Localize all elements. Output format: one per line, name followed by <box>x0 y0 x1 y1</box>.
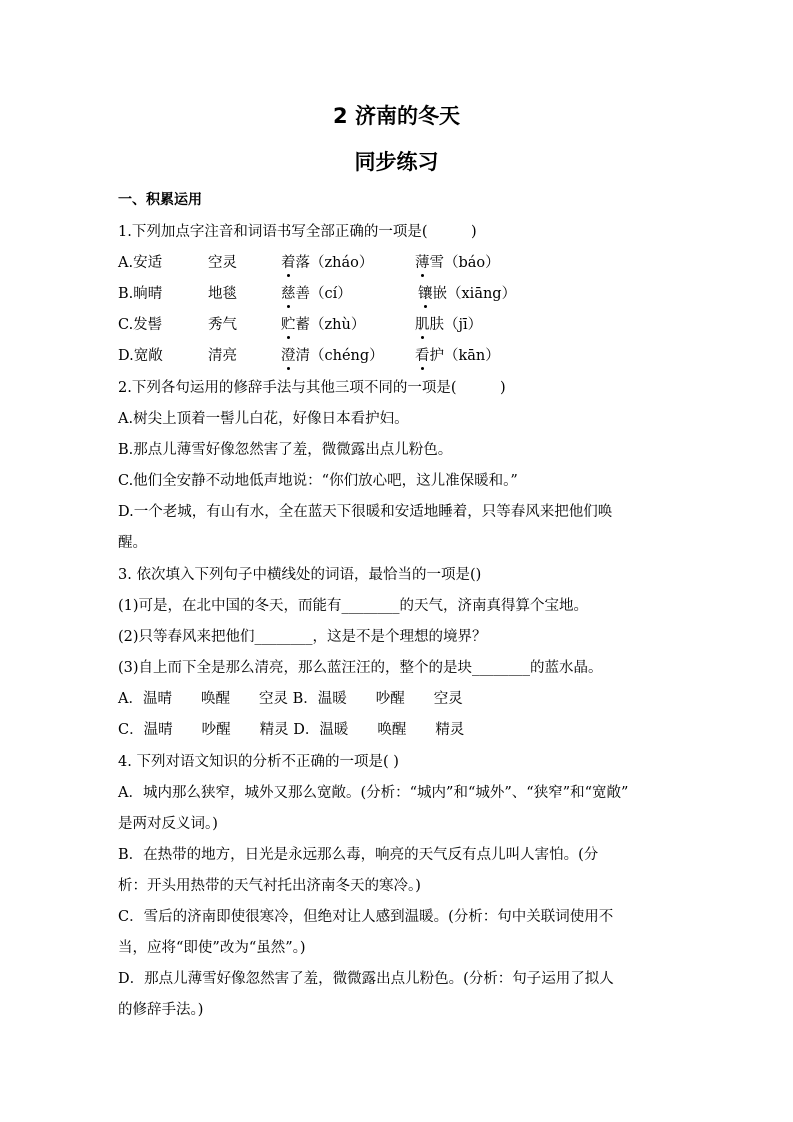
q3-options-cd: C．温晴 吵醒 精灵 D．温暖 唤醒 精灵 <box>118 722 465 738</box>
q4-option-a: A．城内那么狭窄，城外又那么宽敞。(分析：“城内”和“城外”、“狭窄”和“宽敞” <box>118 785 629 801</box>
q2-option-d: D.一个老城，有山有水，全在蓝天下很暖和安适地睡着，只等春风来把他们唤 <box>118 504 613 520</box>
q4-option-c: C．雪后的济南即使很寒冷，但绝对让人感到温暖。(分析：句中关联词使用不 <box>118 909 614 925</box>
q2-option-b: B.那点儿薄雪好像忽然害了羞，微微露出点儿粉色。 <box>118 442 453 458</box>
section-heading: 一、积累运用 <box>118 192 202 208</box>
q2-option-a: A.树尖上顶着一髻儿白花，好像日本看护妇。 <box>118 411 409 427</box>
q1-stem: 1.下列加点字注音和词语书写全部正确的一项是( ) <box>118 224 477 240</box>
q2-option-c: C.他们全安静不动地低声地说：“你们放心吧，这儿准保暖和。” <box>118 473 518 489</box>
q4-option-d: D．那点儿薄雪好像忽然害了羞，微微露出点儿粉色。(分析：句子运用了拟人 <box>118 971 614 987</box>
q3-sentence-1: (1)可是，在北中国的冬天，而能有________的天气，济南真得算个宝地。 <box>118 598 589 614</box>
q3-stem: 3. 依次填入下列句子中横线处的词语，最恰当的一项是() <box>118 567 482 583</box>
q4-option-b-cont: 析：开头用热带的天气衬托出济南冬天的寒冷。) <box>118 878 421 894</box>
q2-option-d-cont: 醒。 <box>118 535 147 551</box>
page-title: 2 济南的冬天 <box>333 104 460 128</box>
q2-stem: 2.下列各句运用的修辞手法与其他三项不同的一项是( ) <box>118 380 506 396</box>
page-subtitle: 同步练习 <box>354 150 439 174</box>
q4-option-c-cont: 当，应将“即使”改为“虽然”。) <box>118 940 306 956</box>
q4-stem: 4. 下列对语文知识的分析不正确的一项是( ) <box>118 754 399 770</box>
document-page: 2 济南的冬天 同步练习 一、积累运用 1.下列加点字注音和词语书写全部正确的一项是( ) A.安适 空灵 着落（zháo） 薄雪（báo） B.晌晴 地毯 慈善（cí） 镶嵌（xiāng） C.发髻 秀气 贮蓄（zhù） 肌肤（jī） D.宽敞 清亮 澄清（chéng） 看护（kān） 2.下列各句运用的修辞手法与其他三项不同的一项是( ) A.树尖上顶着一髻儿白花，好像日本看护妇。 B.那点儿薄雪好像忽然害了羞，微微露出点儿粉色。 C.他们全安静不动地低声地说：“你们放心吧，这儿准保暖和。” D.一个老城，有山有水，全在蓝天下很暖和安适地睡着，只等春风来把他们唤 醒。 3. 依次填入下列句子中横线处的词语，最恰当的一项是() (1)可是，在北中国的冬天，而能有________的天气，济南真得算个宝地。 (2)只等春风来把他们________，这是不是个理想的境界？ (3)自上而下全是那么清亮，那么蓝汪汪的，整个的是块________的蓝水晶。 A．温晴 唤醒 空灵 B．温暖 吵醒 空灵 C．温晴 吵醒 精灵 D．温暖 唤醒 精灵 4. 下列对语文知识的分析不正确的一项是( ) A．城内那么狭窄，城外又那么宽敞。(分析：“城内”和“城外”、“狭窄”和“宽敞” 是两对反义词。) B．在热带的地方，日光是永远那么毒，响亮的天气反有点儿叫人害怕。(分 析：开头用热带的天气衬托出济南冬天的寒冷。) C．雪后的济南即使很寒冷，但绝对让人感到温暖。(分析：句中关联词使用不 当，应将“即使”改为“虽然”。) D．那点儿薄雪好像忽然害了羞，微微露出点儿粉色。(分析：句子运用了拟人 的修辞手法。) <box>0 0 793 1122</box>
q3-options-ab: A．温晴 唤醒 空灵 B．温暖 吵醒 空灵 <box>118 691 463 707</box>
q3-sentence-3: (3)自上而下全是那么清亮，那么蓝汪汪的，整个的是块________的蓝水晶。 <box>118 660 603 676</box>
q4-option-a-cont: 是两对反义词。) <box>118 816 218 832</box>
q4-option-d-cont: 的修辞手法。) <box>118 1002 204 1018</box>
q3-sentence-2: (2)只等春风来把他们________，这是不是个理想的境界？ <box>118 629 487 645</box>
q4-option-b: B．在热带的地方，日光是永远那么毒，响亮的天气反有点儿叫人害怕。(分 <box>118 847 599 863</box>
